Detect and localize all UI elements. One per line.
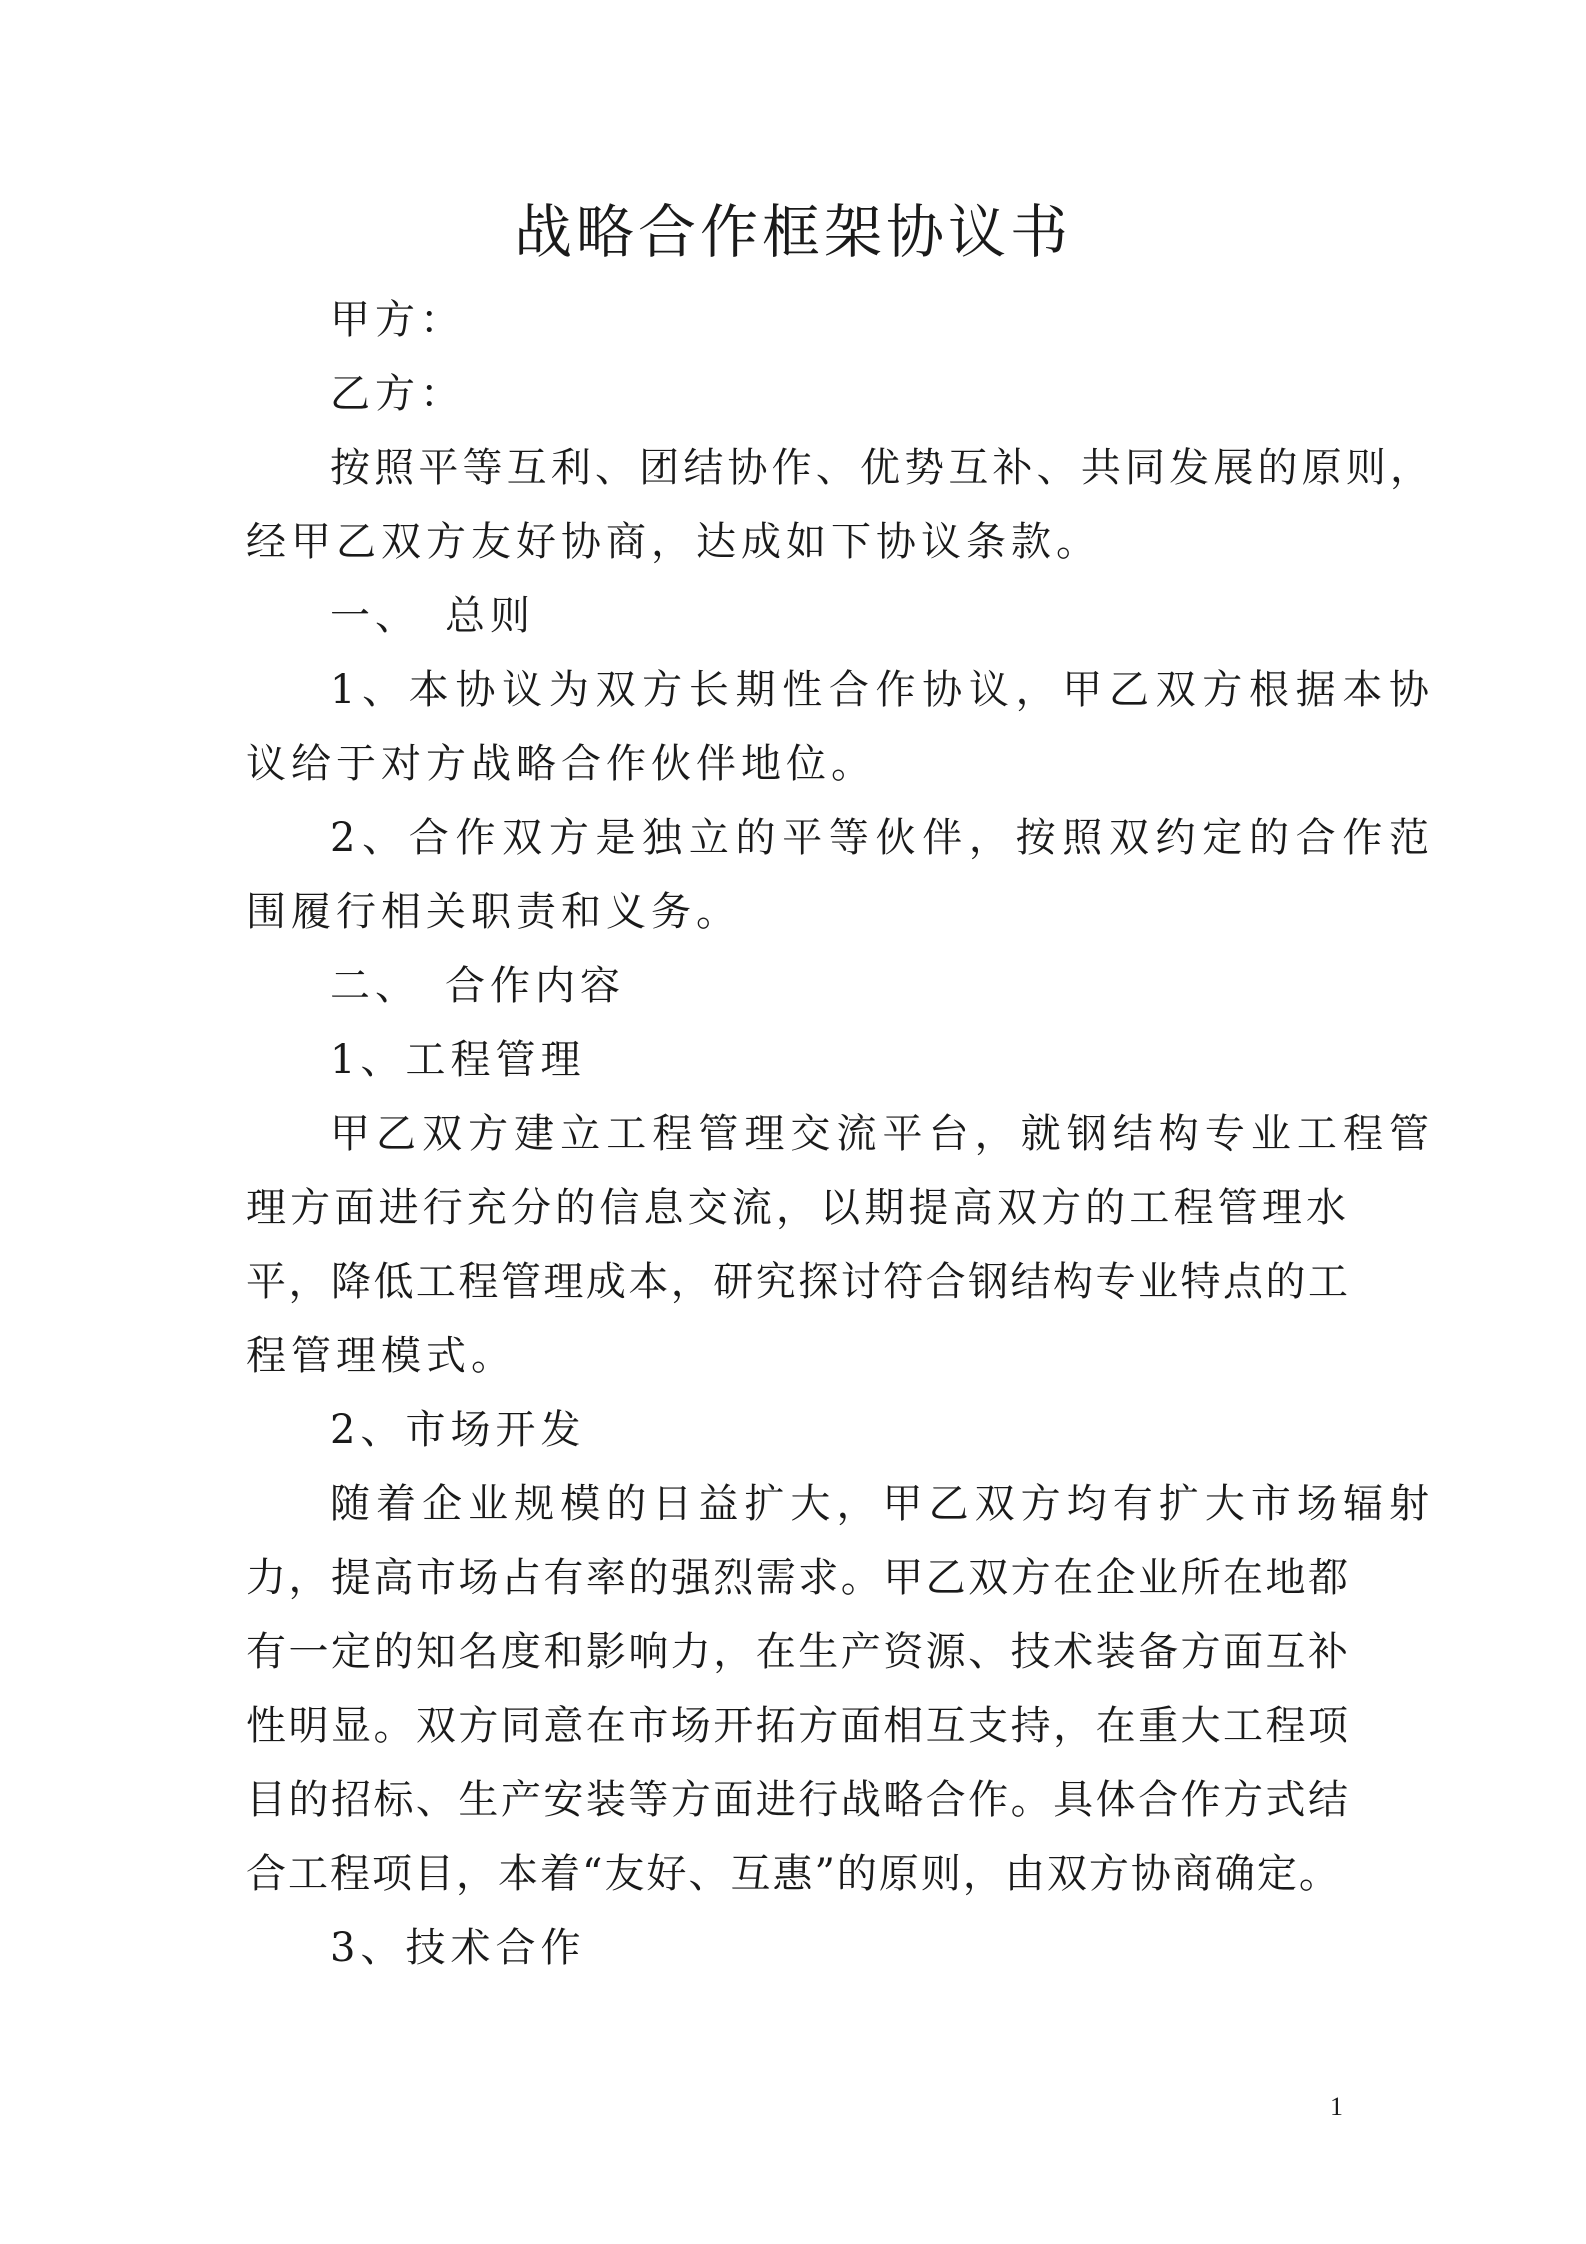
section-2-item-2-line-6: 合工程项目，本着“友好、互惠”的原则，由双方协商确定。 — [246, 1851, 1341, 1897]
intro-line-2: 经甲乙双方友好协商，达成如下协议条款。 — [246, 519, 1101, 565]
section-2-heading: 二、 合作内容 — [330, 963, 625, 1009]
section-2-item-1-line-4: 程管理模式。 — [246, 1333, 516, 1379]
section-2-item-2-line-3: 有一定的知名度和影响力，在生产资源、技术装备方面互补 — [246, 1629, 1350, 1675]
section-2-item-2-line-1: 随着企业规模的日益扩大，甲乙双方均有扩大市场辐射 — [330, 1481, 1434, 1527]
section-2-item-1-line-2: 理方面进行充分的信息交流，以期提高双方的工程管理水 — [246, 1185, 1350, 1231]
section-2-item-1-line-1: 甲乙双方建立工程管理交流平台，就钢结构专业工程管 — [330, 1111, 1434, 1157]
section-1-item-2-line-2: 围履行相关职责和义务。 — [246, 889, 741, 935]
party-a-label: 甲方： — [330, 297, 465, 343]
section-1-heading: 一、 总则 — [330, 593, 535, 639]
section-2-item-2-heading: 2、市场开发 — [330, 1407, 586, 1453]
section-1-item-2-line-1: 2、合作双方是独立的平等伙伴，按照双约定的合作范 — [330, 815, 1434, 861]
intro-line-1: 按照平等互利、团结协作、优势互补、共同发展的原则， — [330, 445, 1434, 491]
section-2-item-1-heading: 1、工程管理 — [330, 1037, 586, 1083]
section-2-item-1-line-3: 平，降低工程管理成本，研究探讨符合钢结构专业特点的工 — [246, 1259, 1350, 1305]
page-number: 1 — [1330, 2092, 1343, 2121]
document-title: 战略合作框架协议书 — [513, 198, 1072, 266]
party-b-label: 乙方： — [330, 371, 465, 417]
section-2-item-2-line-4: 性明显。双方同意在市场开拓方面相互支持，在重大工程项 — [246, 1703, 1350, 1749]
section-2-item-3-heading: 3、技术合作 — [330, 1925, 586, 1971]
section-2-item-2-line-5: 目的招标、生产安装等方面进行战略合作。具体合作方式结 — [246, 1777, 1350, 1823]
section-2-item-2-line-2: 力，提高市场占有率的强烈需求。甲乙双方在企业所在地都 — [246, 1555, 1350, 1601]
section-1-item-1-line-2: 议给于对方战略合作伙伴地位。 — [246, 741, 876, 787]
section-1-item-1-line-1: 1、本协议为双方长期性合作协议，甲乙双方根据本协 — [330, 667, 1434, 713]
